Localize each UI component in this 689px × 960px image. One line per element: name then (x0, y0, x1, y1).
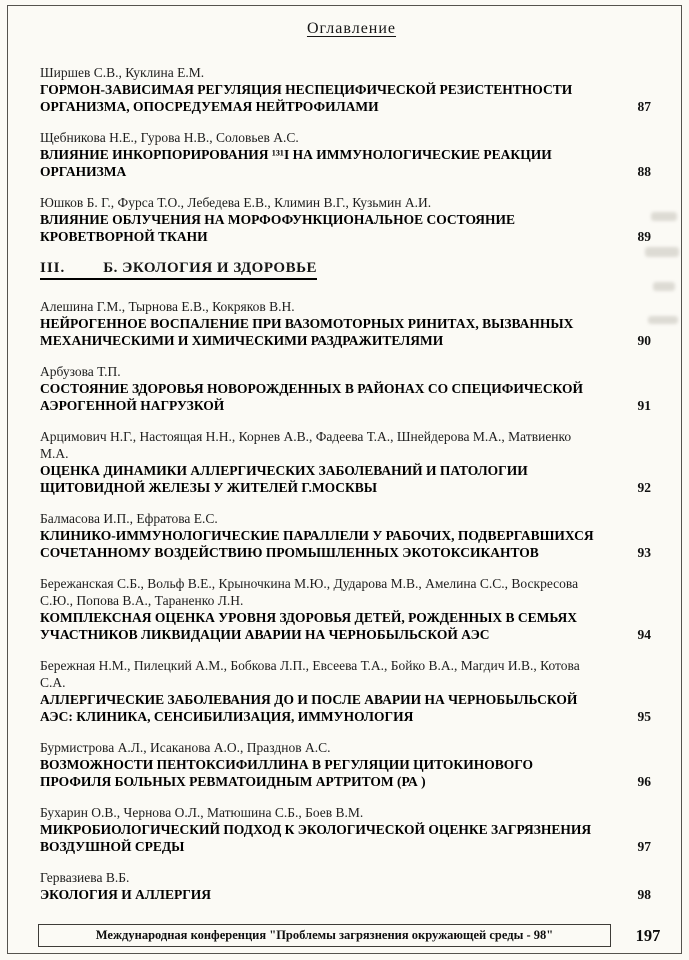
entry-text (40, 869, 602, 903)
entry-page-number: 92 (637, 480, 651, 495)
entry-authors: Бережная Н.М., Пилецкий А.М., Бобкова Л.П., Евсеева Т.А., Бойко В.А., Магдич И.В., Котова С.А. (40, 658, 580, 690)
entry-authors: Гервазиева В.Б. (40, 870, 130, 885)
footer-conference-label: Международная конференция "Проблемы загрязнения окружающей среды - 98" (95, 928, 554, 942)
toc-content (40, 20, 663, 917)
toc-entry (40, 575, 663, 643)
entry-authors: Бухарин О.В., Чернова О.Л., Матюшина С.Б., Боев В.М. (40, 805, 364, 820)
entry-authors: Алешина Г.М., Тырнова Е.В., Кокряков В.Н. (40, 299, 295, 314)
entry-text (40, 363, 602, 414)
entry-page-number: 91 (637, 398, 651, 413)
entry-page-number: 97 (637, 839, 651, 854)
footer-box (38, 924, 611, 947)
entry-page-number: 98 (637, 887, 651, 902)
toc-entry (40, 129, 663, 180)
entry-text (40, 657, 602, 725)
section-label: Б. ЭКОЛОГИЯ И ЗДОРОВЬЕ (103, 260, 317, 276)
entry-page-number: 93 (637, 545, 651, 560)
entry-title: КОМПЛЕКСНАЯ ОЦЕНКА УРОВНЯ ЗДОРОВЬЯ ДЕТЕЙ, РОЖДЕННЫХ В СЕМЬЯХ УЧАСТНИКОВ ЛИКВИДАЦИИ АВАРИИ НА ЧЕРНОБЫЛЬСКОЙ АЭС (40, 610, 578, 642)
entry-page-number: 89 (637, 229, 651, 244)
entry-title: ГОРМОН-ЗАВИСИМАЯ РЕГУЛЯЦИЯ НЕСПЕЦИФИЧЕСКОЙ РЕЗИСТЕНТНОСТИ ОРГАНИЗМА, ОПОСРЕДУЕМАЯ НЕЙТРОФИЛАМИ (40, 82, 573, 114)
toc-entry (40, 64, 663, 115)
entry-text (40, 510, 602, 561)
entry-authors: Бурмистрова А.Л., Исаканова А.О., Празднов А.С. (40, 740, 331, 755)
entry-page-number: 94 (637, 627, 651, 642)
entry-text (40, 804, 602, 855)
entry-title: НЕЙРОГЕННОЕ ВОСПАЛЕНИЕ ПРИ ВАЗОМОТОРНЫХ РИНИТАХ, ВЫЗВАННЫХ МЕХАНИЧЕСКИМИ И ХИМИЧЕСКИМИ РАЗДРАЖИТЕЛЯМИ (40, 316, 574, 348)
entry-authors: Балмасова И.П., Ефратова Е.С. (40, 511, 218, 526)
entry-text (40, 129, 602, 180)
entry-page-number: 96 (637, 774, 651, 789)
entry-authors: Юшков Б. Г., Фурса Т.О., Лебедева Е.В., Климин В.Г., Кузьмин А.И. (40, 195, 432, 210)
entry-title: ЭКОЛОГИЯ И АЛЛЕРГИЯ (40, 887, 212, 902)
section-numeral: III. (40, 260, 66, 276)
toc-entry (40, 363, 663, 414)
entry-authors: Арцимович Н.Г., Настоящая Н.Н., Корнев А.В., Фадеева Т.А., Шнейдерова М.А., Матвиенко М.А. (40, 429, 572, 461)
entry-text (40, 298, 602, 349)
entry-page-number: 90 (637, 333, 651, 348)
entry-title: МИКРОБИОЛОГИЧЕСКИЙ ПОДХОД К ЭКОЛОГИЧЕСКОЙ ОЦЕНКЕ ЗАГРЯЗНЕНИЯ ВОЗДУШНОЙ СРЕДЫ (40, 822, 592, 854)
toc-entry (40, 428, 663, 496)
entry-title: СОСТОЯНИЕ ЗДОРОВЬЯ НОВОРОЖДЕННЫХ В РАЙОНАХ СО СПЕЦИФИЧЕСКОЙ АЭРОГЕННОЙ НАГРУЗКОЙ (40, 381, 584, 413)
entry-authors: Ширшев С.В., Куклина Е.М. (40, 65, 205, 80)
toc-entry (40, 298, 663, 349)
entry-text (40, 194, 602, 245)
page-title: Оглавление (306, 20, 397, 37)
entry-title: ВОЗМОЖНОСТИ ПЕНТОКСИФИЛЛИНА В РЕГУЛЯЦИИ ЦИТОКИНОВОГО ПРОФИЛЯ БОЛЬНЫХ РЕВМАТОИДНЫМ АРТРИТОМ (РА ) (40, 757, 533, 789)
entry-page-number: 88 (637, 164, 651, 179)
section-header (40, 259, 663, 280)
entry-title: ВЛИЯНИЕ ИНКОРПОРИРОВАНИЯ ¹³¹I НА ИММУНОЛОГИЧЕСКИЕ РЕАКЦИИ ОРГАНИЗМА (40, 147, 552, 179)
toc-entry (40, 194, 663, 245)
entry-title: АЛЛЕРГИЧЕСКИЕ ЗАБОЛЕВАНИЯ ДО И ПОСЛЕ АВАРИИ НА ЧЕРНОБЫЛЬСКОЙ АЭС: КЛИНИКА, СЕНСИБИЛИЗАЦИЯ, ИММУНОЛОГИЯ (40, 692, 578, 724)
entry-authors: Щебникова Н.Е., Гурова Н.В., Соловьев А.С. (40, 130, 299, 145)
entry-authors: Бережанская С.Б., Вольф В.Е., Крыночкина М.Ю., Дударова М.В., Амелина С.С., Воскресова С.Ю., Попова В.А., Тараненко Л.Н. (40, 576, 579, 608)
entry-authors: Арбузова Т.П. (40, 364, 121, 379)
entry-title: ВЛИЯНИЕ ОБЛУЧЕНИЯ НА МОРФОФУНКЦИОНАЛЬНОЕ СОСТОЯНИЕ КРОВЕТВОРНОЙ ТКАНИ (40, 212, 516, 244)
entry-page-number: 95 (637, 709, 651, 724)
toc-entry (40, 869, 663, 903)
entry-title: ОЦЕНКА ДИНАМИКИ АЛЛЕРГИЧЕСКИХ ЗАБОЛЕВАНИЙ И ПАТОЛОГИИ ЩИТОВИДНОЙ ЖЕЛЕЗЫ У ЖИТЕЛЕЙ Г.МОСКВЫ (40, 463, 528, 495)
entry-text (40, 428, 602, 496)
toc-entry (40, 657, 663, 725)
toc-entry (40, 510, 663, 561)
footer-page-number: 197 (635, 925, 661, 945)
toc-entry (40, 804, 663, 855)
entry-text (40, 64, 602, 115)
entry-page-number: 87 (637, 99, 651, 114)
entry-text (40, 739, 602, 790)
entry-title: КЛИНИКО-ИММУНОЛОГИЧЕСКИЕ ПАРАЛЛЕЛИ У РАБОЧИХ, ПОДВЕРГАВШИХСЯ СОЧЕТАННОМУ ВОЗДЕЙСТВИЮ ПРОМЫШЛЕННЫХ ЭКОТОКСИКАНТОВ (40, 528, 594, 560)
page-footer (38, 924, 675, 947)
section-header-underline (40, 259, 317, 280)
entry-text (40, 575, 602, 643)
toc-entry (40, 739, 663, 790)
